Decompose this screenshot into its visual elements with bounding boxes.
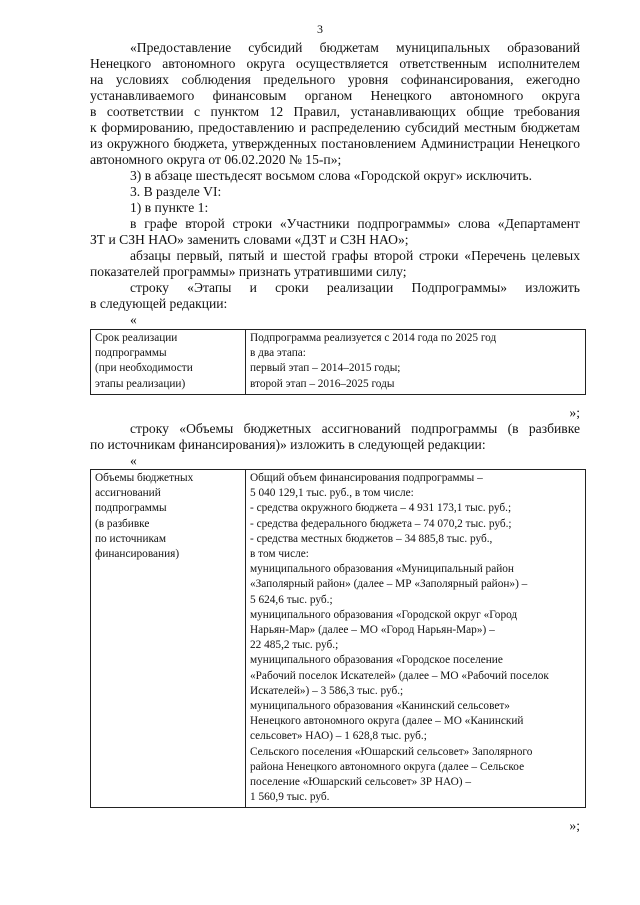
cell-line: этапы реализации) — [95, 377, 186, 390]
cell-line: по источникам — [95, 532, 166, 545]
cell-line: Срок реализации — [95, 332, 178, 344]
cell-line: (при необходимости — [95, 362, 193, 375]
cell-line: 22 485,2 тыс. руб.; — [250, 639, 339, 652]
cell-line: (в разбивке — [95, 517, 150, 530]
cell-line: 5 624,6 тыс. руб.; — [250, 593, 333, 606]
cell-line: поселение «Юшарский сельсовет» ЗР НАО) – — [250, 776, 471, 789]
cell-line: в том числе: — [250, 548, 309, 561]
cell-line: подпрограммы — [95, 502, 167, 515]
paragraph-line: строку «Объемы бюджетных ассигнований подпрограммы (в разбивке — [130, 421, 580, 436]
paragraph-line: в соответствии с пунктом 12 Правил, устанавливающих общие требования — [90, 104, 580, 119]
section-heading: 3. В разделе VI: — [130, 184, 222, 199]
cell-line: подпрограммы — [95, 347, 167, 360]
table-row — [91, 470, 586, 808]
cell-line: первый этап – 2014–2015 годы; — [250, 362, 401, 375]
close-quote: »; — [569, 405, 580, 420]
cell-line: муниципального образования «Городской округ «Город — [250, 608, 518, 621]
cell-line: «Рабочий поселок Искателей» (далее – МО «Рабочий поселок — [250, 669, 549, 682]
paragraph-line: на условиях соблюдения предельного уровня софинансирования, ежегодно — [90, 72, 580, 87]
subsection-heading: 1) в пункте 1: — [130, 200, 209, 215]
cell-line: Искателей») – 3 586,3 тыс. руб.; — [250, 684, 404, 697]
table-value-cell — [246, 470, 586, 808]
cell-line: 1 560,9 тыс. руб. — [250, 791, 330, 804]
cell-line: Общий объем финансирования подпрограммы – — [250, 472, 483, 484]
cell-line: Сельского поселения «Юшарский сельсовет» Заполярного — [250, 745, 533, 758]
cell-line: муниципального образования «Канинский сельсовет» — [250, 700, 510, 713]
cell-line: Нарьян-Мар» (далее – МО «Город Нарьян-Мар») – — [250, 624, 495, 637]
cell-line: Объемы бюджетных — [95, 472, 194, 484]
cell-line: - средства окружного бюджета – 4 931 173,1 тыс. руб.; — [250, 502, 512, 515]
paragraph-line: Ненецкого автономного округа осуществляется ответственным исполнителем — [90, 56, 580, 71]
paragraph-line: ЗТ и СЗН НАО» заменить словами «ДЗТ и СЗН НАО»; — [90, 232, 409, 247]
cell-line: Ненецкого автономного округа (далее – МО «Канинский — [250, 715, 524, 728]
cell-line: в два этапа: — [250, 347, 306, 360]
open-quote: « — [130, 312, 137, 327]
paragraph-line: по источникам финансирования)» изложить в следующей редакции: — [90, 437, 486, 452]
paragraph-line: «Предоставление субсидий бюджетам муниципальных образований — [130, 40, 580, 55]
paragraph-line: из окружного бюджета, утвержденных постановлением Администрации Ненецкого — [90, 136, 580, 151]
cell-line: - средства местных бюджетов – 34 885,8 тыс. руб., — [250, 532, 493, 545]
paragraph-line: устанавливаемого финансовым органом Ненецкого автономного округа — [90, 88, 580, 103]
cell-line: района Ненецкого автономного округа (далее – Сельское — [250, 760, 525, 773]
page-number: 3 — [317, 22, 323, 36]
paragraph-line: в следующей редакции: — [90, 296, 228, 311]
cell-line: муниципального образования «Муниципальный район — [250, 563, 514, 576]
paragraph-line: абзацы первый, пятый и шестой графы второй строки «Перечень целевых — [130, 248, 580, 263]
cell-line: второй этап – 2016–2025 годы — [250, 377, 395, 390]
cell-line: финансирования) — [95, 548, 180, 561]
cell-line: сельсовет» НАО) – 1 628,8 тыс. руб.; — [250, 730, 427, 743]
table-value-cell — [246, 330, 586, 395]
cell-line: 5 040 129,1 тыс. руб., в том числе: — [250, 487, 414, 500]
paragraph-line: строку «Этапы и сроки реализации Подпрограммы» изложить — [130, 280, 580, 295]
table-label-cell — [91, 470, 246, 808]
close-quote: »; — [569, 818, 580, 833]
stages-table — [90, 329, 586, 395]
funding-table — [90, 469, 586, 808]
paragraph-line: в графе второй строки «Участники подпрограммы» слова «Департамент — [130, 216, 580, 231]
paragraph-line: показателей программы» признать утратившими силу; — [90, 264, 407, 279]
table-label-cell — [91, 330, 246, 395]
paragraph-line: к формированию, предоставлению и распределению субсидий местным бюджетам — [90, 120, 580, 135]
cell-line: ассигнований — [95, 487, 161, 500]
cell-line: Подпрограмма реализуется с 2014 года по 2025 год — [250, 332, 497, 344]
cell-line: муниципального образования «Городское поселение — [250, 654, 503, 667]
table-row — [91, 330, 586, 395]
open-quote: « — [130, 453, 137, 468]
cell-line: - средства федерального бюджета – 74 070,2 тыс. руб.; — [250, 517, 512, 530]
cell-line: «Заполярный район» (далее – МР «Заполярный район») – — [250, 578, 528, 591]
paragraph-line: 3) в абзаце шестьдесят восьмом слова «Городской округ» исключить. — [130, 168, 533, 183]
paragraph-line: автономного округа от 06.02.2020 № 15-п»; — [90, 152, 342, 167]
